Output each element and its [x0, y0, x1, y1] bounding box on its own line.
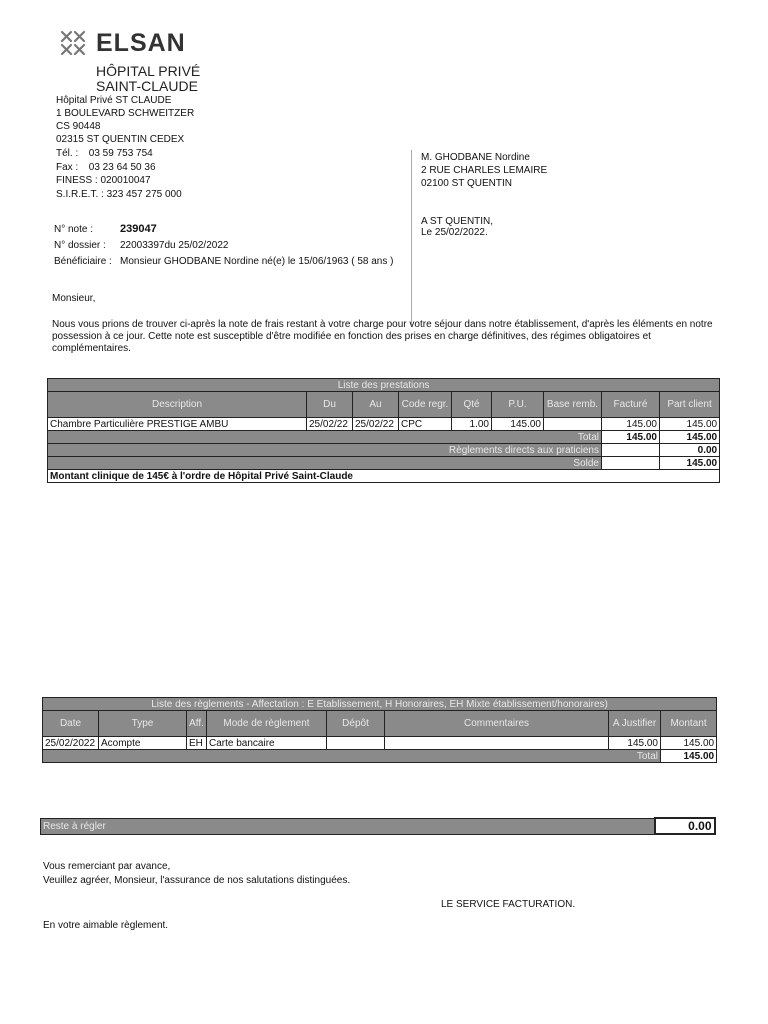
siret-line: S.I.R.E.T. : 323 457 275 000: [56, 188, 182, 200]
reglements-title-row: Liste des règlements - Affectation : E Etablissement, H Honoraires, EH Mixte établissement/honoraires): [43, 698, 717, 711]
prestations-table: [47, 378, 720, 483]
fax-line: Fax : 03 23 64 50 36: [56, 161, 156, 173]
logo-text: ELSAN: [96, 28, 186, 57]
reste-row: Reste à régler 0.00: [41, 818, 715, 834]
hospital-name: HÔPITAL PRIVÉ SAINT-CLAUDE: [96, 63, 201, 94]
sender-address: Hôpital Privé ST CLAUDE 1 BOULEVARD SCHWEITZER CS 90448 02315 ST QUENTIN CEDEX: [56, 95, 195, 145]
note-number: N° note : 239047: [54, 223, 157, 235]
finess-line: FINESS : 020010047: [56, 175, 151, 186]
total-row: Total 145.00 145.00: [48, 431, 720, 444]
table-row: 25/02/2022 Acompte EH Carte bancaire 145.00 145.00: [43, 737, 717, 750]
place-date: A ST QUENTIN, Le 25/02/2022.: [421, 216, 494, 238]
recipient-address: M. GHODBANE Nordine 2 RUE CHARLES LEMAIRE 02100 ST QUENTIN: [421, 152, 548, 189]
montant-clinique-row: Montant clinique de 145€ à l'ordre de Hôpital Privé Saint-Claude: [48, 470, 720, 483]
beneficiary: Bénéficiaire : Monsieur GHODBANE Nordine né(e) le 15/06/1963 ( 58 ans ): [54, 256, 394, 267]
total-row: Total 145.00: [43, 750, 717, 763]
solde-row: Solde 145.00: [48, 457, 720, 470]
references: [54, 221, 393, 270]
table-row: Chambre Particulière PRESTIGE AMBU 25/02/22 25/02/22 CPC 1.00 145.00 145.00 145.00: [48, 418, 720, 431]
elsan-logo-icon: [58, 28, 88, 58]
reglements-header-row: Date Type Aff. Mode de règlement Dépôt Commentaires A Justifier Montant: [43, 711, 717, 737]
closing-line: En votre aimable règlement.: [43, 920, 169, 931]
salutation: Monsieur,: [52, 293, 96, 304]
sender-contacts: [56, 147, 182, 201]
thanks-paragraph: Vous remerciant par avance, Veuillez agréer, Monsieur, l'assurance de nos salutations distinguées.: [43, 861, 351, 886]
service-signature: LE SERVICE FACTURATION.: [441, 899, 576, 910]
fold-line: [411, 150, 412, 325]
logo: [58, 28, 186, 58]
dossier-number: N° dossier : 22003397du 25/02/2022: [54, 240, 229, 251]
prestations-title-row: Liste des prestations: [48, 379, 720, 392]
reglements-praticiens-row: Règlements directs aux praticiens 0.00: [48, 444, 720, 457]
reste-a-regler-table: [40, 817, 716, 835]
prestations-header-row: Description Du Au Code regr. Qté P.U. Base remb. Facturé Part client: [48, 392, 720, 418]
phone-line: Tél. : 03 59 753 754: [56, 148, 153, 159]
reglements-table: [42, 697, 717, 763]
intro-paragraph: Nous vous prions de trouver ci-après la note de frais restant à votre charge pour votre séjour dans notre établissement, d'après les éléments en notre possession à ce jour. Cette note est susceptible d'être modifiée en fonction des prises en charge définitives, des régimes obligatoires et complémentaires.: [52, 319, 713, 354]
